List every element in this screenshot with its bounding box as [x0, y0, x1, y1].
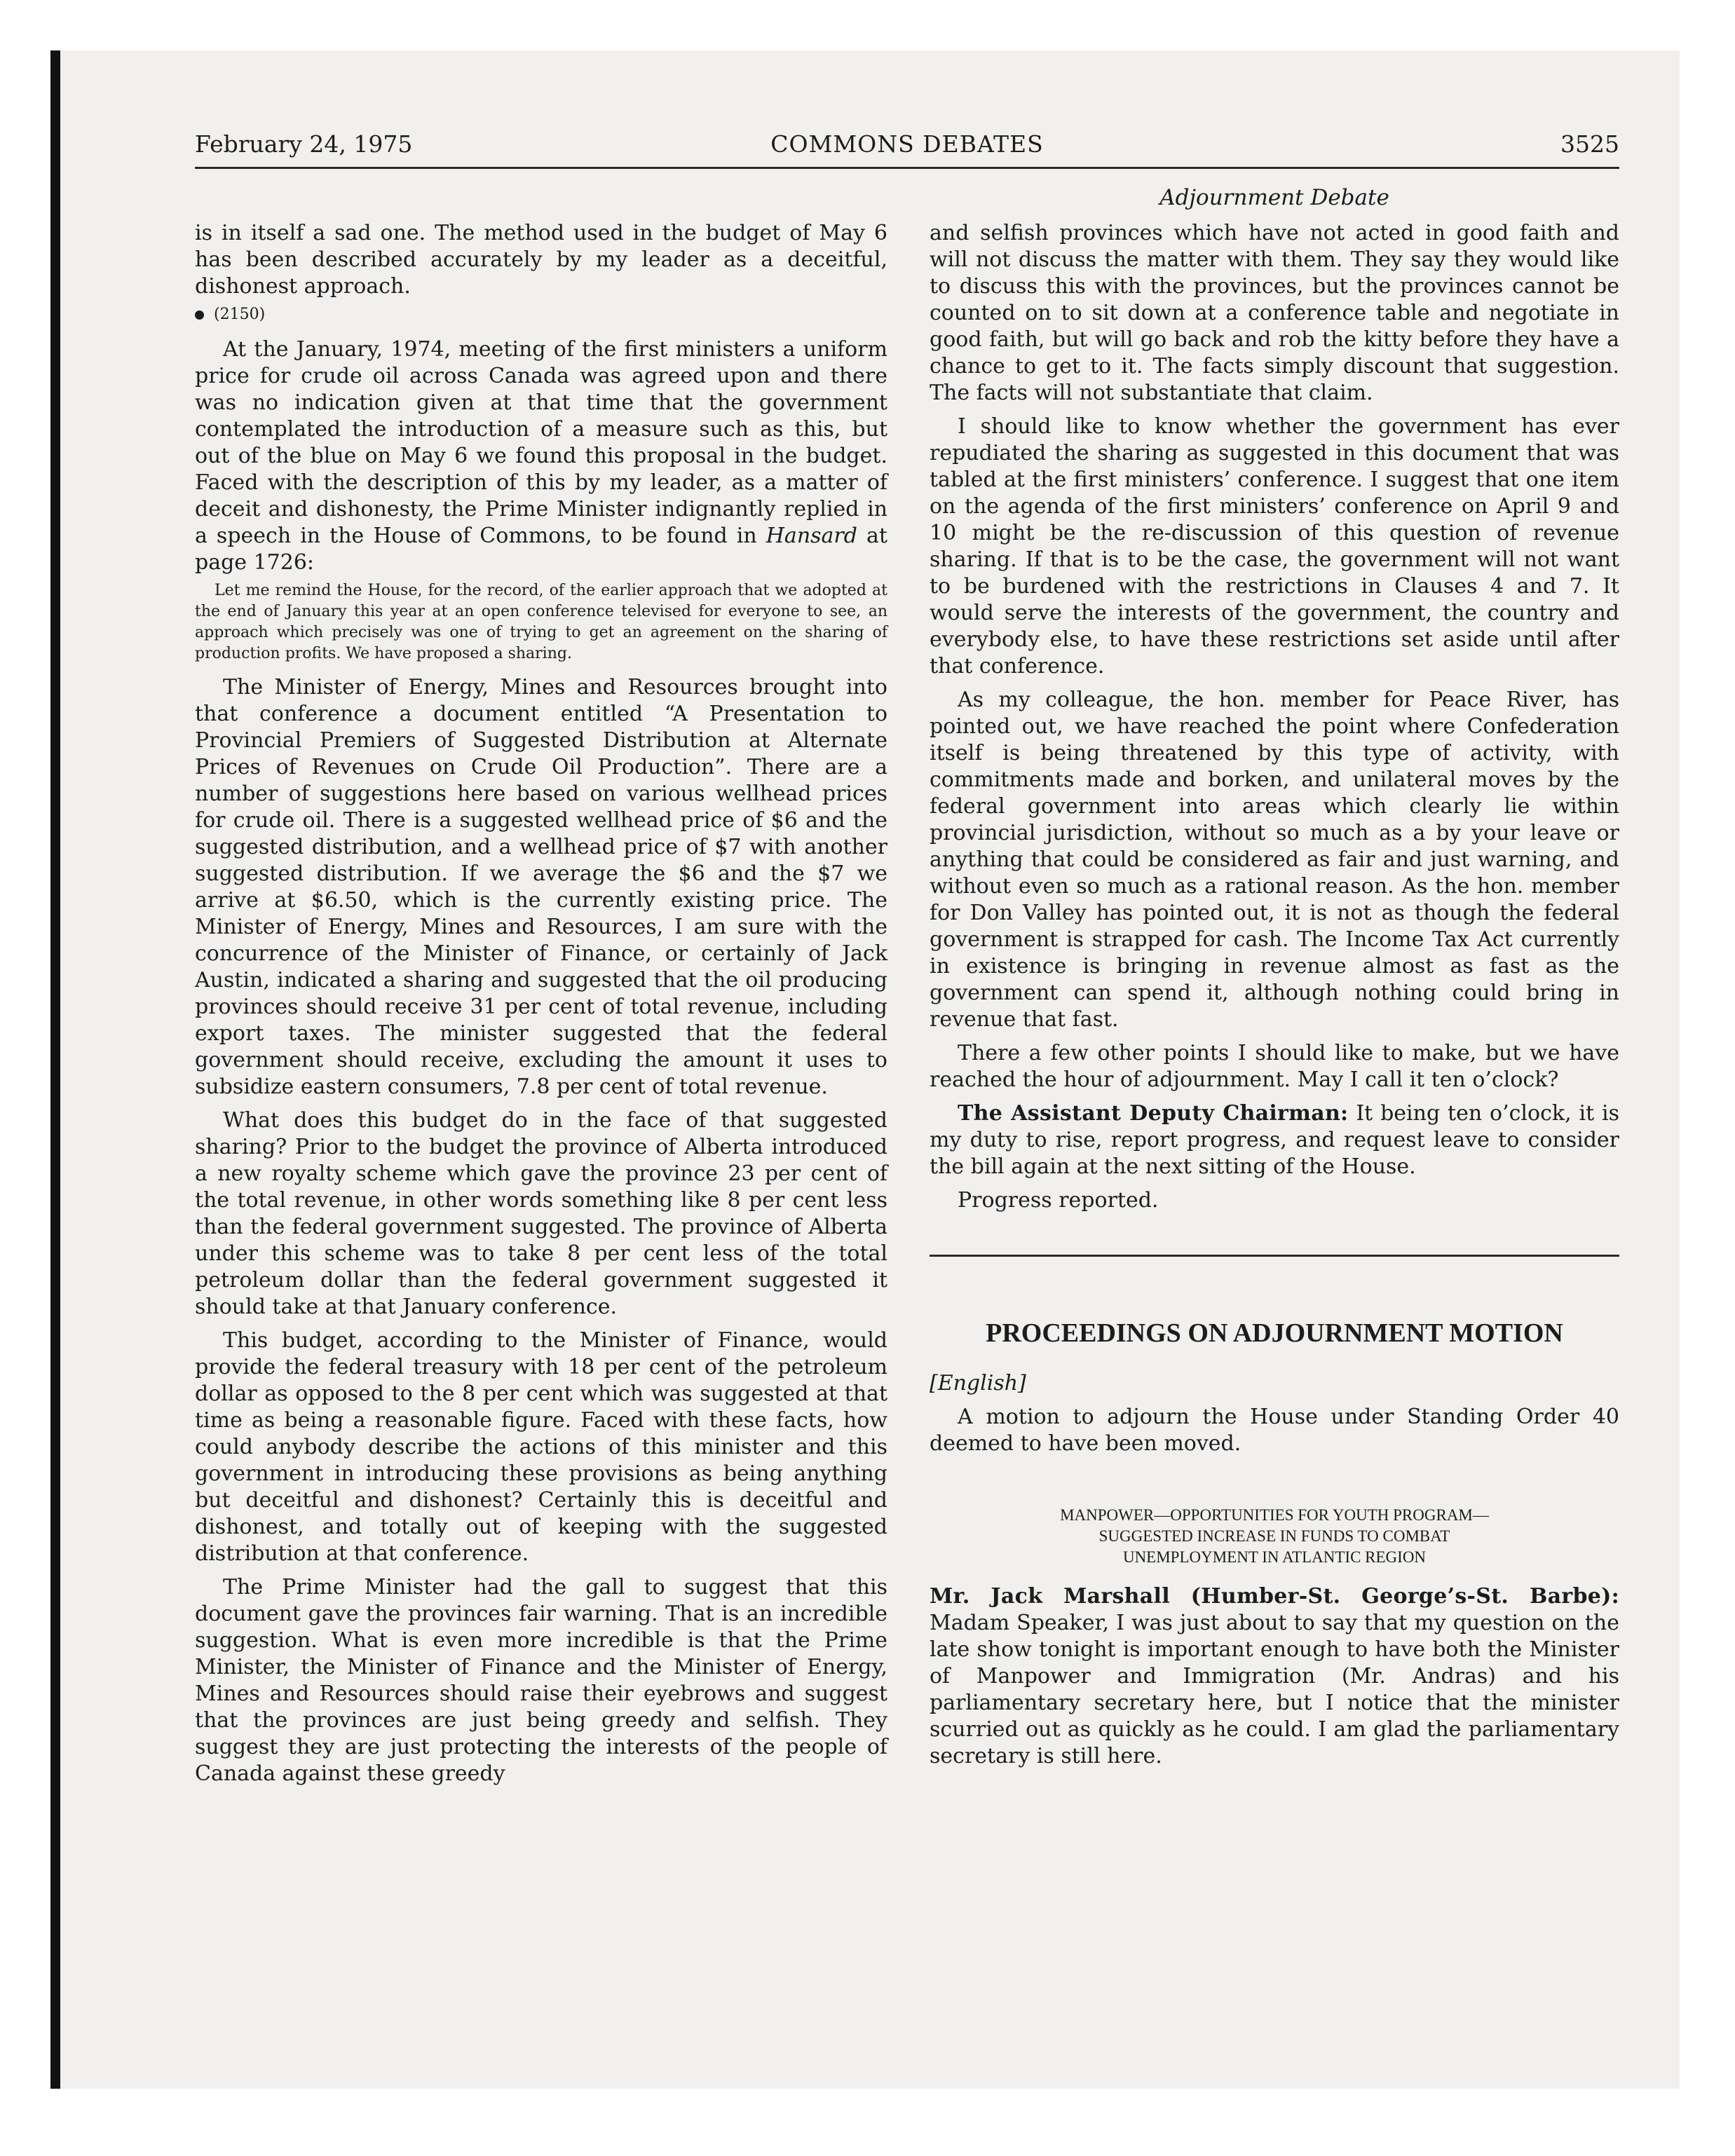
- paragraph: As my colleague, the hon. member for Peace River, has pointed out, we have reached the point where Confederation itself is being threatened by this type of activity, with commitments made and borken, and unilateral moves by the federal government into areas which clearly lie within provincial jurisdiction, without so much as a by your leave or anything that could be considered as fair and just warning, and without even so much as a rational reason. As the hon. member for Don Valley has pointed out, it is not as though the federal government is strapped for cash. The Income Tax Act currently in existence is bringing in revenue almost as fast as the government can spend it, although nothing could bring in revenue that fast.: [930, 688, 1619, 1032]
- paragraph: [195, 336, 887, 576]
- paragraph-text: It being ten o’clock, it is my duty to rise, report progress, and request leave to consider the bill again at the next sitting of the House.: [930, 1101, 1619, 1179]
- paragraph-text: At the January, 1974, meeting of the first ministers a uniform price for crude oil across Canada was agreed upon and there was no indication given at that time that the government contemplated the introduction of a measure such as this, but out of the blue on May 6 we found this proposal in the budget. Faced with the description of this by my leader, as a matter of deceit and dishonesty, the Prime Minister indignantly replied in a speech in the House of Commons, to be found in: [195, 337, 887, 548]
- paragraph: and selfish provinces which have not acted in good faith and will not discuss the matter with them. They say they would like to discuss this with the provinces, but the provinces cannot be counted on to sit down at a conference table and negotiate in good faith, but will go back and rob the kitty before they have a chance to get to it. The facts simply discount that suggestion. The facts will not substantiate that claim.: [930, 221, 1619, 405]
- section-divider: [930, 1255, 1619, 1257]
- page-number: 3525: [1560, 130, 1619, 158]
- subheading-line: SUGGESTED INCREASE IN FUNDS TO COMBAT: [1098, 1527, 1450, 1545]
- paragraph-text: at page 1726:: [195, 524, 887, 575]
- running-header: [195, 130, 1619, 169]
- subheading-line: MANPOWER—OPPORTUNITIES FOR YOUTH PROGRAM—: [1060, 1506, 1489, 1524]
- speaker-name: The Assistant Deputy Chairman:: [958, 1101, 1349, 1126]
- paragraph-text: Madam Speaker, I was just about to say that my question on the late show tonight is important enough to have both the Minister of Manpower and Immigration (Mr. Andras) and his parliamentary secretary here, but I notice that the minister scurried out as quickly as he could. I am glad the parliamentary secretary is still here.: [930, 1611, 1619, 1768]
- subheading-line: UNEMPLOYMENT IN ATLANTIC REGION: [1122, 1548, 1427, 1566]
- paragraph: [930, 1583, 1619, 1770]
- language-note: [English]: [930, 1371, 1026, 1396]
- paragraph: Progress reported.: [958, 1188, 1159, 1213]
- paragraph: What does this budget do in the face of that suggested sharing? Prior to the budget the province of Alberta introduced a new royalty scheme which gave the province 23 per cent of the total revenue, in other words something like 8 per cent less than the federal government suggested. The province of Alberta under this scheme was to take 8 per cent less of the total petroleum dollar than the federal government suggested it should take at that January conference.: [195, 1108, 887, 1319]
- section-label: Adjournment Debate: [1159, 185, 1389, 210]
- header-date: February 24, 1975: [195, 130, 413, 158]
- paragraph: is in itself a sad one. The method used in the budget of May 6 has been described accurately by my leader as a deceitful, dishonest approach.: [195, 221, 887, 299]
- right-column: [930, 220, 1619, 1777]
- scan-edge: [50, 50, 60, 2089]
- paragraph: A motion to adjourn the House under Standing Order 40 deemed to have been moved.: [930, 1405, 1619, 1456]
- time-marker-text: (2150): [214, 306, 266, 323]
- paragraph: There a few other points I should like to make, but we have reached the hour of adjournment. May I call it ten o’clock?: [930, 1041, 1619, 1092]
- paragraph: The Prime Minister had the gall to suggest that this document gave the provinces fair warning. That is an incredible suggestion. What is even more incredible is that the Prime Minister, the Minister of Finance and the Minister of Energy, Mines and Resources should raise their eyebrows and suggest that the provinces are just being greedy and selfish. They suggest they are just protecting the interests of the people of Canada against these greedy: [195, 1575, 887, 1786]
- section-heading: PROCEEDINGS ON ADJOURNMENT MOTION: [986, 1318, 1563, 1348]
- block-quote: Let me remind the House, for the record, of the earlier approach that we adopted at the end of January this year at an open conference televised for everyone to see, an approach which precisely was one of trying to get an agreement on the sharing of production profits. We have proposed a sharing.: [195, 582, 887, 662]
- paragraph: [930, 1100, 1619, 1180]
- left-column: [195, 220, 887, 1794]
- paragraph: This budget, according to the Minister of Finance, would provide the federal treasury with 18 per cent of the petroleum dollar as opposed to the 8 per cent which was suggested at that time as being a reasonable figure. Faced with these facts, how could anybody describe the actions of this minister and this government in introducing these provisions as being anything but deceitful and dishonest? Certainly this is deceitful and dishonest, and totally out of keeping with the suggested distribution at that conference.: [195, 1328, 887, 1566]
- header-title: COMMONS DEBATES: [770, 130, 1044, 158]
- bullet-icon: [195, 311, 204, 320]
- debate-subheading: [930, 1505, 1619, 1568]
- speaker-name: Mr. Jack Marshall (Humber-St. George’s-St. Barbe):: [930, 1584, 1619, 1609]
- paragraph: The Minister of Energy, Mines and Resources brought into that conference a document entitled “A Presentation to Provincial Premiers of Suggested Distribution at Alternate Prices of Revenues on Crude Oil Production”. There are a number of suggestions here based on various wellhead prices for crude oil. There is a suggested wellhead price of $6 and the suggested distribution, and a wellhead price of $7 with another suggested distribution. If we average the $6 and the $7 we arrive at $6.50, which is the currently existing price. The Minister of Energy, Mines and Resources, I am sure with the concurrence of the Minister of Finance, or certainly of Jack Austin, indicated a sharing and suggested that the oil producing provinces should receive 31 per cent of total revenue, including export taxes. The minister suggested that the federal government should receive, excluding the amount it uses to subsidize eastern consumers, 7.8 per cent of total revenue.: [195, 675, 887, 1099]
- paragraph: I should like to know whether the government has ever repudiated the sharing as suggested in this document that was tabled at the first ministers’ conference. I suggest that one item on the agenda of the first ministers’ conference on April 9 and 10 might be the re-discussion of this question of revenue sharing. If that is to be the case, the government will not want to be burdened with the restrictions in Clauses 4 and 7. It would serve the interests of the government, the country and everybody else, to have these restrictions set aside until after that conference.: [930, 414, 1619, 678]
- time-marker: [195, 304, 887, 325]
- hansard-reference: Hansard: [766, 524, 857, 548]
